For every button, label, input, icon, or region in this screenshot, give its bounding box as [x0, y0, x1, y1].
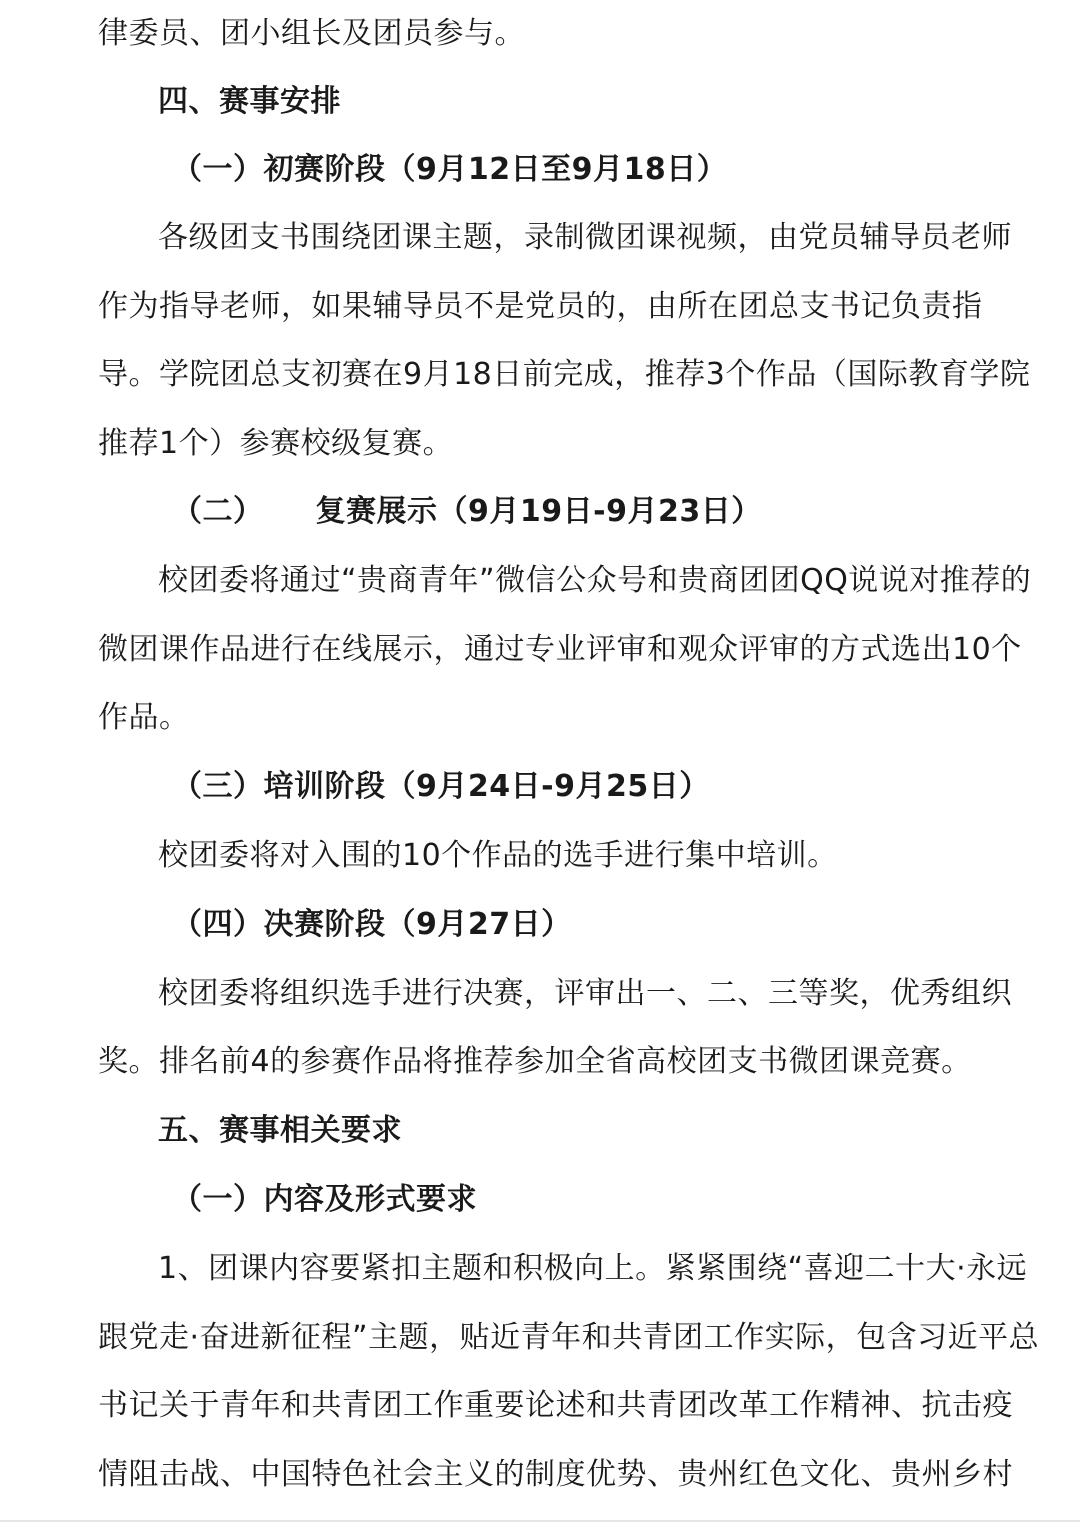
paragraph-line: 校团委将对入围的10个作品的选手进行集中培训。 [158, 838, 838, 873]
paragraph-line: 律委员、团小组长及团员参与。 [98, 16, 525, 51]
paragraph-line: 微团课作品进行在线展示，通过专业评审和观众评审的方式选出10个 [98, 632, 1022, 667]
page-bottom-divider [0, 1520, 1080, 1522]
subheading-training: （三）培训阶段（9月24日-9月25日） [172, 769, 710, 804]
paragraph-line: 各级团支书围绕团课主题，录制微团课视频，由党员辅导员老师 [158, 220, 1012, 255]
subheading-content-requirements: （一）内容及形式要求 [172, 1182, 477, 1217]
paragraph-line: 推荐1个）参赛校级复赛。 [98, 426, 454, 461]
subheading-final: （四）决赛阶段（9月27日） [172, 907, 572, 942]
paragraph-line: 作品。 [98, 700, 190, 735]
section-heading-5: 五、赛事相关要求 [158, 1113, 402, 1148]
paragraph-line: 跟党走·奋进新征程”主题，贴近青年和共青团工作实际，包含习近平总 [98, 1320, 1040, 1355]
paragraph-line: 情阻击战、中国特色社会主义的制度优势、贵州红色文化、贵州乡村 [98, 1457, 1013, 1492]
paragraph-line: 奖。排名前4的参赛作品将推荐参加全省高校团支书微团课竞赛。 [98, 1044, 972, 1079]
paragraph-line: 校团委将通过“贵商青年”微信公众号和贵商团团QQ说说对推荐的 [158, 563, 1032, 598]
paragraph-line: 作为指导老师，如果辅导员不是党员的，由所在团总支书记负责指 [98, 289, 983, 324]
section-heading-4: 四、赛事安排 [158, 84, 341, 119]
paragraph-line: 1、团课内容要紧扣主题和积极向上。紧紧围绕“喜迎二十大·永远 [158, 1251, 1028, 1286]
subheading-number: （二） [172, 494, 264, 529]
subheading-text: 复赛展示（9月19日-9月23日） [315, 494, 762, 529]
paragraph-line: 书记关于青年和共青团工作重要论述和共青团改革工作精神、抗击疫 [98, 1388, 1013, 1423]
paragraph-line: 导。学院团总支初赛在9月18日前完成，推荐3个作品（国际教育学院 [98, 357, 1031, 392]
paragraph-line: 校团委将组织选手进行决赛，评审出一、二、三等奖，优秀组织 [158, 976, 1012, 1011]
subheading-semifinal [172, 492, 1080, 532]
subheading-preliminary: （一）初赛阶段（9月12日至9月18日） [172, 152, 728, 187]
